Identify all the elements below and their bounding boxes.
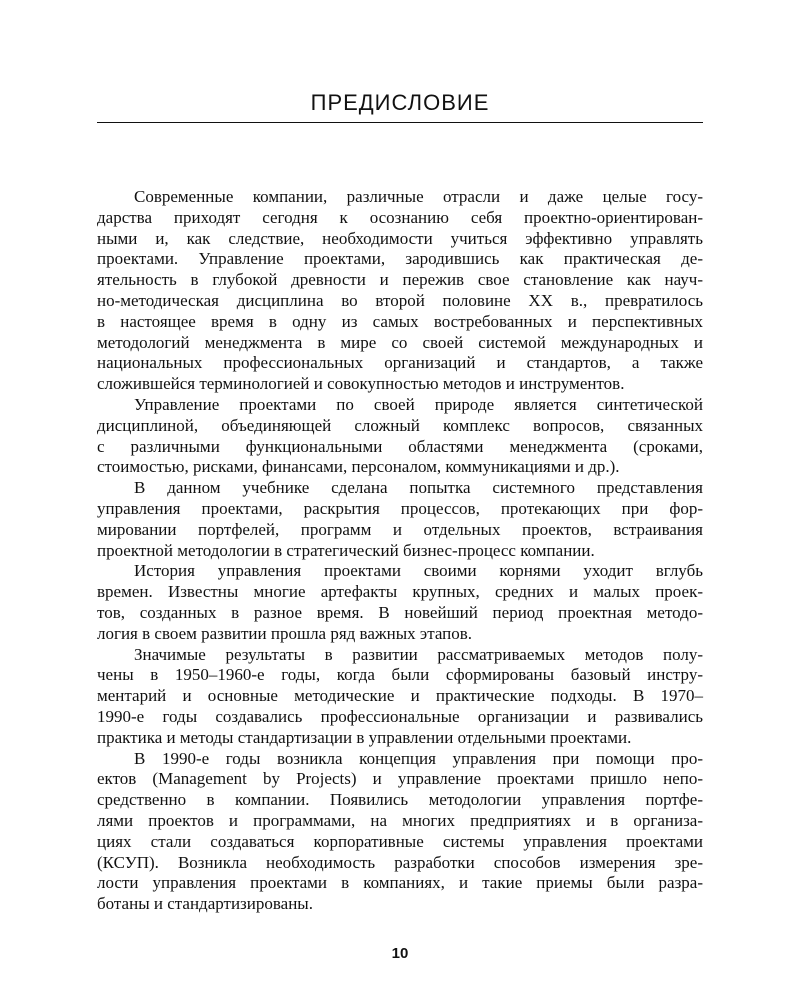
text-line: ными и, как следствие, необходимости учиться эффективно управлять <box>97 228 703 248</box>
text-line: проектной методологии в стратегический бизнес-процесс компании. <box>97 540 595 560</box>
title-divider <box>97 122 703 123</box>
page-title: ПРЕДИСЛОВИЕ <box>310 90 490 115</box>
text-line: лости управления проектами в компаниях, и такие приемы были разра- <box>97 873 703 893</box>
text-line: управления проектами, раскрытия процессов, протекающих при фор- <box>97 498 703 518</box>
text-line: ятельность в глубокой древности и пережив свое становление как науч- <box>97 270 703 290</box>
text-line: дарства приходят сегодня к осознанию себя проектно-ориентирован- <box>97 207 703 227</box>
text-line: мировании портфелей, программ и отдельных проектов, встраивания <box>97 519 703 539</box>
text-line: ектов (Management by Projects) и управление проектами пришло непо- <box>97 769 703 789</box>
text-line: 1990-е годы создавались профессиональные организации и развивались <box>97 706 703 726</box>
preface-body <box>97 187 703 915</box>
text-line: времен. Известны многие артефакты крупных, средних и малых проек- <box>97 582 703 602</box>
text-line: В 1990-е годы возникла концепция управления при помощи про- <box>134 748 703 768</box>
text-line: с различными функциональными областями менеджмента (сроками, <box>97 436 703 456</box>
text-line: практика и методы стандартизации в управлении отдельными проектами. <box>97 727 632 747</box>
page-number: 10 <box>391 945 409 962</box>
text-line: тов, созданных в разное время. В новейший период проектная методо- <box>97 602 703 622</box>
text-line: лями проектов и программами, на многих предприятиях и в организа- <box>97 810 703 830</box>
text-line: (КСУП). Возникла необходимость разработки способов измерения зре- <box>97 852 703 872</box>
text-line: ботаны и стандартизированы. <box>97 894 313 914</box>
text-line: логия в своем развитии прошла ряд важных этапов. <box>97 623 473 643</box>
text-line: дисциплиной, объединяющей сложный комплекс вопросов, связанных <box>97 415 703 435</box>
text-line: ментарий и основные методические и практические подходы. В 1970– <box>97 686 703 706</box>
text-line: В данном учебнике сделана попытка системного представления <box>134 478 703 498</box>
text-line: национальных профессиональных организаций и стандартов, а также <box>97 353 703 373</box>
text-line: проектами. Управление проектами, зародившись как практическая де- <box>97 249 703 269</box>
text-line: Современные компании, различные отрасли и даже целые госу- <box>134 187 703 206</box>
text-line: Управление проектами по своей природе является синтетической <box>134 394 703 414</box>
text-line: в настоящее время в одну из самых востребованных и перспективных <box>97 311 703 331</box>
text-line: методологий менеджмента в мире со своей системой международных и <box>97 332 703 352</box>
text-line: средственно в компании. Появились методологии управления портфе- <box>97 790 703 810</box>
text-line: циях стали создаваться корпоративные системы управления проектами <box>97 831 703 851</box>
text-line: чены в 1950–1960-е годы, когда были сформированы базовый инстру- <box>97 665 703 685</box>
text-line: сложившейся терминологией и совокупностью методов и инструментов. <box>97 374 625 394</box>
text-line: но-методическая дисциплина во второй половине XX в., превратилось <box>97 290 703 310</box>
text-line: История управления проектами своими корнями уходит вглубь <box>134 561 703 581</box>
text-line: стоимостью, рисками, финансами, персоналом, коммуникациями и др.). <box>97 457 620 477</box>
text-line: Значимые результаты в развитии рассматриваемых методов полу- <box>134 644 703 664</box>
